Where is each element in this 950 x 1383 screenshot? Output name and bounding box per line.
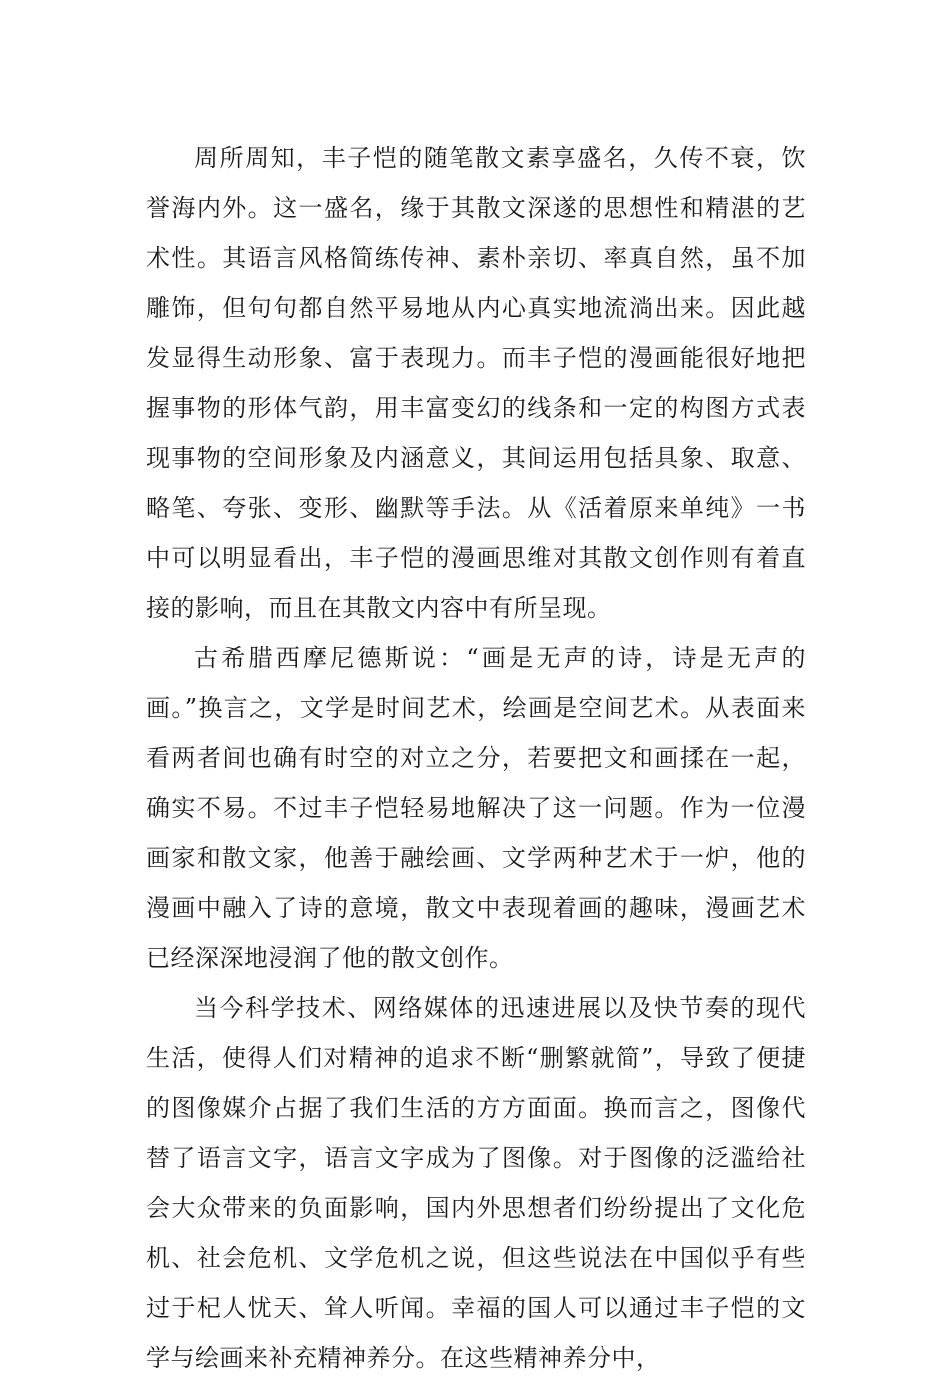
paragraph-1: 周所周知，丰子恺的随笔散文素享盛名，久传不衰，饮誉海内外。这一盛名，缘于其散文深遂的思想性和精湛的艺术性。其语言风格简练传神、素朴亲切、率真自然，虽不加雕饰，但句句都自然平易地从内心真实地流淌出来。因此越发显得生动形象、富于表现力。而丰子恺的漫画能很好地把握事物的形体气韵，用丰富变幻的线条和一定的构图方式表现事物的空间形象及内涵意义，其间运用包括具象、取意、略笔、夸张、变形、幽默等手法。从《活着原来单纯》一书中可以明显看出，丰子恺的漫画思维对其散文创作则有着直接的影响，而且在其散文内容中有所呈现。 — [146, 144, 806, 622]
paragraph-3: 当今科学技术、网络媒体的迅速进展以及快节奏的现代生活，使得人们对精神的追求不断“删繁就简”，导致了便捷的图像媒介占据了我们生活的方方面面。换而言之，图像代替了语言文字，语言文字成为了图像。对于图像的泛滥给社会大众带来的负面影响，国内外思想者们纷纷提出了文化危机、社会危机、文学危机之说，但这些说法在中国似乎有些过于杞人忧天、耸人听闻。幸福的国人可以通过丰子恺的文学与绘画来补充精神养分。在这些精神养分中， — [146, 994, 806, 1372]
document-body — [146, 133, 806, 1383]
paragraph-2: 古希腊西摩尼德斯说：“画是无声的诗，诗是无声的画。”换言之，文学是时间艺术，绘画是空间艺术。从表面来看两者间也确有时空的对立之分，若要把文和画揉在一起，确实不易。不过丰子恺轻易地解决了这一问题。作为一位漫画家和散文家，他善于融绘画、文学两种艺术于一炉，他的漫画中融入了诗的意境，散文中表现着画的趣味，漫画艺术已经深深地浸润了他的散文创作。 — [146, 644, 806, 972]
